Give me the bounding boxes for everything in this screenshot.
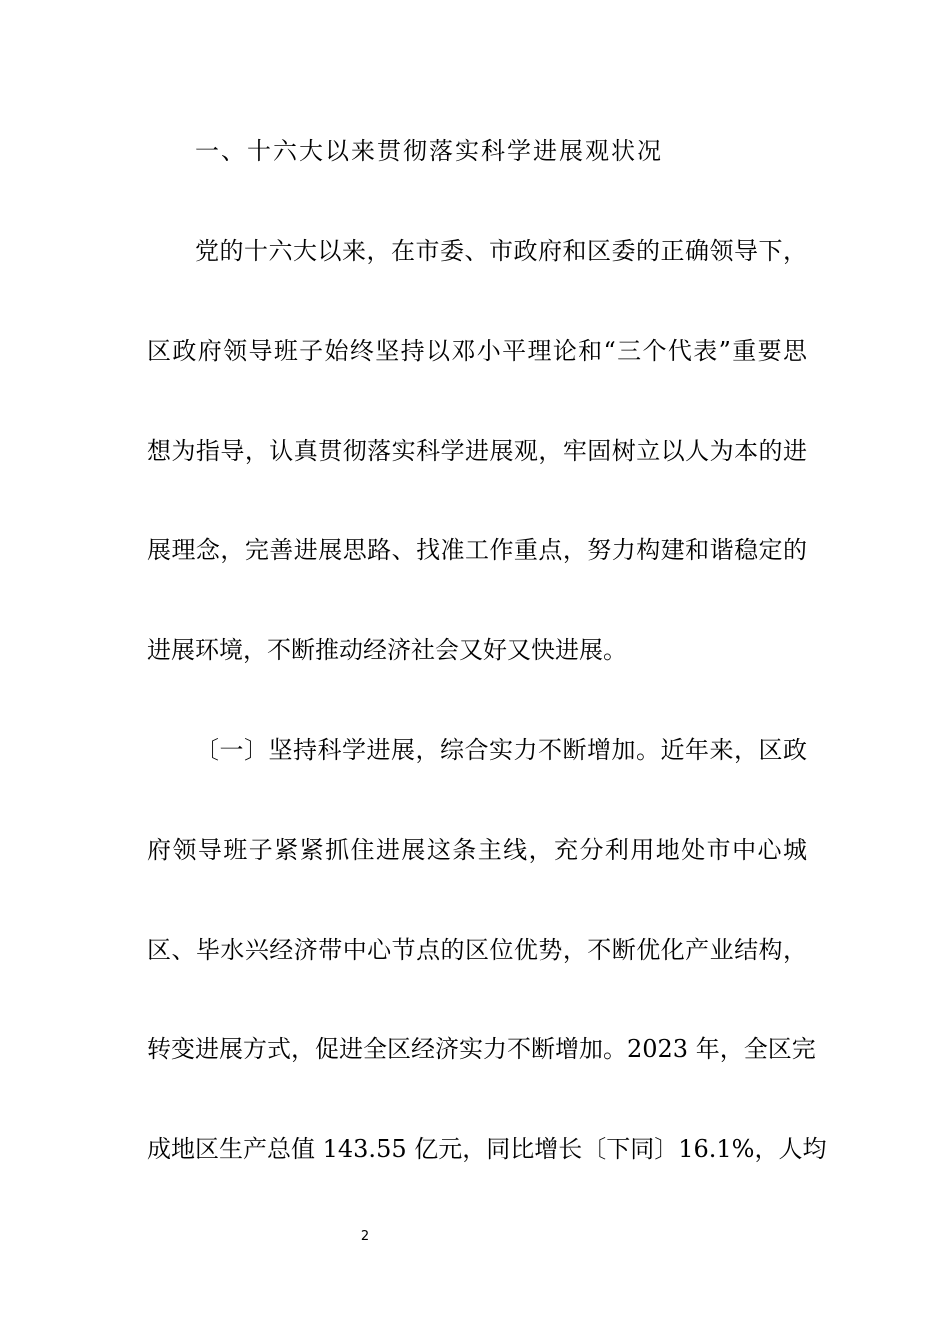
paragraph-2-line-5: 成地区生产总值 143.55 亿元，同比增长〔下同〕16.1%，人均: [147, 1135, 827, 1163]
paragraph-1-line-5: 进展环境，不断推动经济社会又好又快进展。: [147, 636, 627, 664]
paragraph-2-line-4: 转变进展方式，促进全区经济实力不断增加。2023 年，全区完: [147, 1035, 816, 1063]
page-number: 2: [360, 1229, 370, 1244]
paragraph-1-line-2: 区政府领导班子始终坚持以邓小平理论和“三个代表”重要思: [147, 337, 807, 365]
paragraph-1-line-3: 想为指导，认真贯彻落实科学进展观，牢固树立以人为本的进: [147, 437, 807, 465]
paragraph-2-line-2: 府领导班子紧紧抓住进展这条主线，充分利用地处市中心城: [147, 836, 807, 864]
paragraph-2-line-3: 区、毕水兴经济带中心节点的区位优势，不断优化产业结构，: [147, 936, 807, 964]
paragraph-2-line-1: 〔一〕坚持科学进展，综合实力不断增加。近年来，区政: [195, 736, 807, 764]
paragraph-1-line-4: 展理念，完善进展思路、找准工作重点，努力构建和谐稳定的: [147, 536, 807, 564]
paragraph-1-line-1: 党的十六大以来，在市委、市政府和区委的正确领导下，: [195, 237, 807, 265]
section-heading: 一、十六大以来贯彻落实科学进展观状况: [195, 137, 663, 165]
